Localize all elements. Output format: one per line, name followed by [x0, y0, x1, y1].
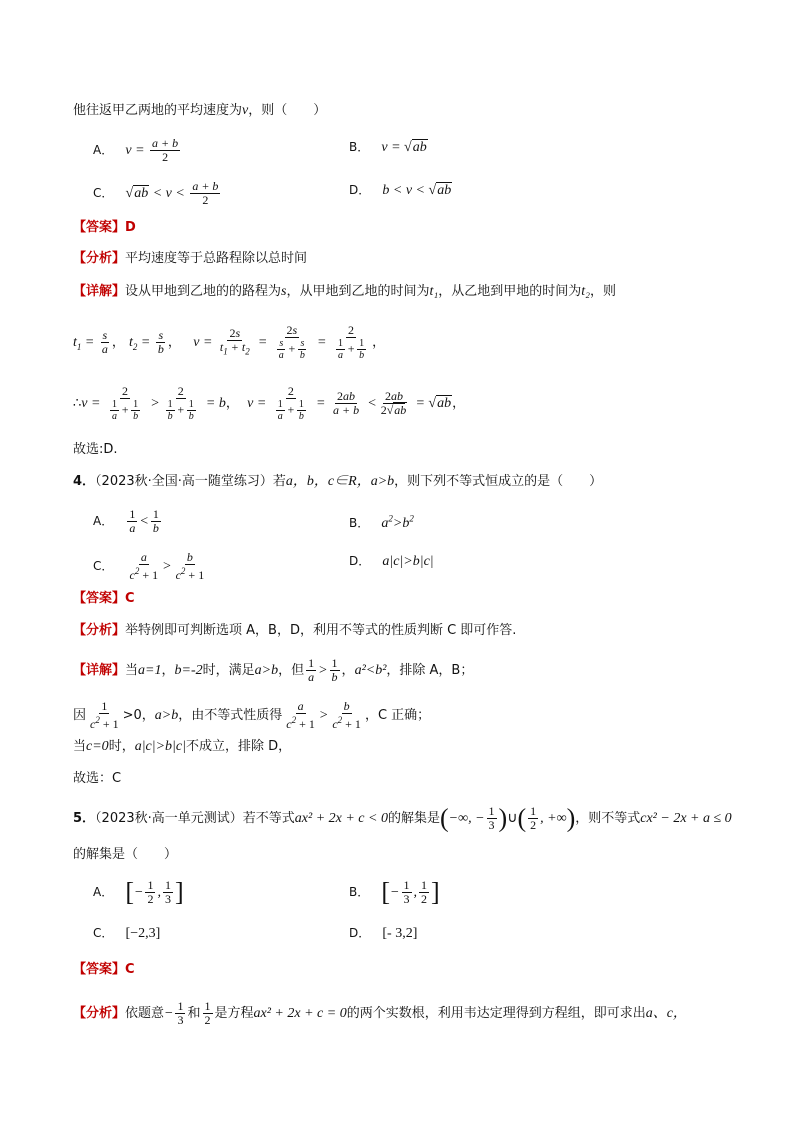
- q4-detail-line1: 【详解】当a=1，b=-2时，满足a>b，但 $\frac{1}{a}$ > $\frac{1}{b}$ ，a²<b²，排除 A，B；: [73, 656, 474, 684]
- q3-analysis: 【分析】平均速度等于总路程除以总时间: [73, 251, 308, 266]
- q5-analysis: 【分析】依题意− $\frac{1}{3}$ 和 $\frac{1}{2}$ 是方程ax² + 2x + c = 0的两个实数根，利用韦达定理得到方程组，即可求出a、c，: [73, 999, 687, 1027]
- q5-stem-line2: 的解集是（ ）: [73, 847, 178, 862]
- q3-formula-times: $t_1$ = $\frac{s}{a}$ ， $t_2$ = $\frac{s}{b}$ ， v = $\frac{2s}{t_1 + t_2}$ = 2s $\frac{s}{a}$ + $\frac{s}{b}$ = 2 $\frac{1}{a}$ + $\frac{1}{b}$ ，: [73, 323, 386, 361]
- q3-option-c[interactable]: C． √ab < v < $\frac{a + b}{2}$: [93, 179, 219, 207]
- q4-option-c[interactable]: C． $\frac{a}{c^2 + 1}$ > $\frac{b}{c^2 + 1}$: [93, 550, 205, 582]
- q3-option-a[interactable]: A． v = $\frac{a + b}{2}$: [93, 136, 179, 164]
- q3-stem: 他往返甲乙两地的平均速度为v，则（ ）: [73, 103, 327, 118]
- q4-detail-line2: 因 $\frac{1}{c^2 + 1}$ >0，a>b，由不等式性质得 $\frac{a}{c^2 + 1}$ > $\frac{b}{c^2 + 1}$ ，C 正确；: [73, 699, 431, 731]
- q4-option-b[interactable]: B． $a^2>b^2$: [349, 513, 414, 531]
- q3-conclusion: 故选:D.: [73, 442, 118, 457]
- q5-option-c[interactable]: C． [−2,3]: [93, 926, 161, 941]
- q4-option-d[interactable]: D． a|c|>b|c|: [349, 554, 434, 569]
- q4-option-a[interactable]: A． $\frac{1}{a}$ < $\frac{1}{b}$: [93, 507, 159, 535]
- q5-option-a[interactable]: A． [− $\frac{1}{2}$ , $\frac{1}{3}$ ]: [93, 877, 184, 907]
- q4-detail-line3: 当c=0时，a|c|>b|c|不成立，排除 D，: [73, 739, 292, 754]
- q3-option-d[interactable]: D． b < v < √ab: [349, 183, 452, 198]
- q3-formula-compare: ∴v = 2 $\frac{1}{a}$ + $\frac{1}{b}$ > 2 $\frac{1}{b}$ + $\frac{1}{b}$ = b， v = 2 $\frac{1}{a}$ + $\frac{1}{b}$ = $\frac{2ab}{a + b}$ < $\frac{2ab}{2√ab}$ = √ab，: [73, 384, 466, 422]
- q3-answer: 【答案】D: [73, 220, 136, 235]
- q3-option-b[interactable]: B． v = √ab: [349, 140, 427, 155]
- q5-option-b[interactable]: B． [− $\frac{1}{3}$ , $\frac{1}{2}$ ]: [349, 877, 440, 907]
- q5-answer: 【答案】C: [73, 962, 135, 977]
- q4-conclusion: 故选：C: [73, 771, 122, 786]
- q3-detail: 【详解】设从甲地到乙地的的路程为s，从甲地到乙地的时间为t₁，从乙地到甲地的时间为t₂，则: [73, 284, 617, 299]
- q4-answer: 【答案】C: [73, 591, 135, 606]
- q4-stem: 4．（2023秋·全国·高一随堂练习）若a，b，c∈R，a>b，则下列不等式恒成立的是（ ）: [73, 474, 603, 489]
- q4-analysis: 【分析】举特例即可判断选项 A，B，D，利用不等式的性质判断 C 即可作答.: [73, 623, 517, 638]
- q5-stem-line1: 5．（2023秋·高一单元测试）若不等式ax² + 2x + c < 0的解集是(−∞, − $\frac{1}{3}$ )∪( $\frac{1}{2}$ , +∞)，则不等式cx² − 2x + a ≤ 0: [73, 803, 732, 833]
- q5-option-d[interactable]: D． [- 3,2]: [349, 926, 418, 941]
